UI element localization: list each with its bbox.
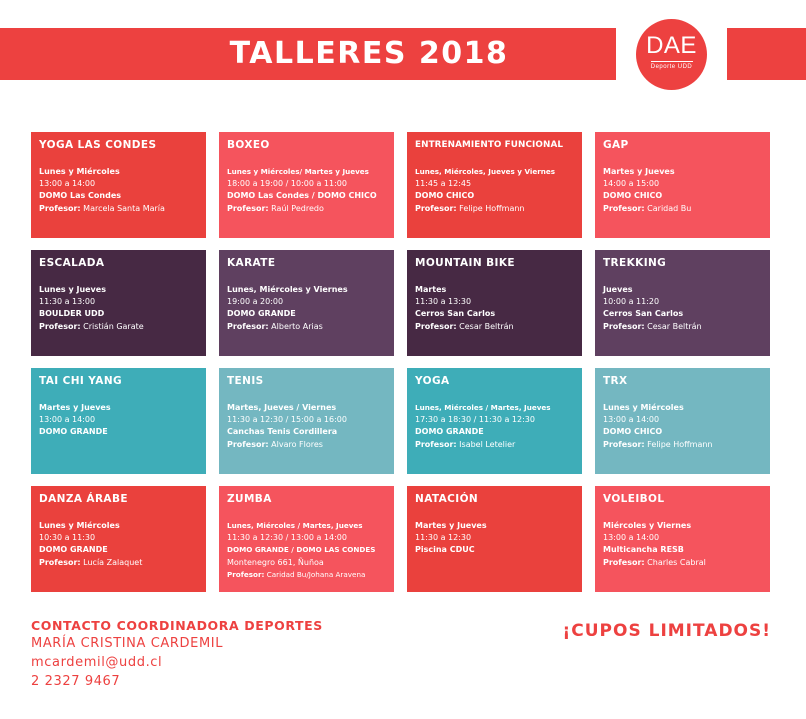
workshop-professor (603, 557, 762, 569)
workshop-time: 13:00 a 14:00 (603, 533, 660, 543)
workshop-place: DOMO Las Condes / DOMO CHICO (227, 191, 377, 201)
professor-name: Caridad Bu/Johana Aravena (266, 569, 366, 579)
professor-label: Profesor: (227, 321, 269, 331)
workshop-card-boxeo (219, 132, 394, 238)
workshop-professor (415, 321, 574, 333)
workshop-address: Montenegro 661, Ñuñoa (227, 557, 324, 567)
workshop-time: 10:30 a 11:30 (39, 533, 96, 543)
professor-name: Raúl Pedredo (271, 203, 324, 213)
workshop-time: 19:00 a 20:00 (227, 297, 284, 307)
workshop-professor (39, 321, 198, 333)
workshop-days: Martes, Jueves / Viernes (227, 403, 337, 412)
workshop-time: 10:00 a 11:20 (603, 297, 660, 307)
workshop-place: DOMO CHICO (603, 427, 663, 437)
workshop-days: Martes y Jueves (603, 167, 675, 176)
professor-label: Profesor: (39, 321, 81, 331)
workshop-time: 14:00 a 15:00 (603, 179, 660, 189)
workshop-place: Cerros San Carlos (415, 309, 496, 319)
workshop-days: Lunes, Miércoles / Martes, Jueves (415, 403, 551, 412)
contact-block (31, 618, 323, 691)
workshop-title: KARATE (227, 257, 276, 269)
workshop-place: BOULDER UDD (39, 309, 105, 319)
workshop-time: 13:00 a 14:00 (39, 415, 96, 425)
workshop-card-zumba (219, 486, 394, 592)
workshop-title: TREKKING (603, 257, 667, 269)
workshop-card-karate (219, 250, 394, 356)
professor-name: Felipe Hoffmann (647, 439, 713, 449)
workshop-time: 18:00 a 19:00 / 10:00 a 11:00 (227, 179, 347, 189)
workshop-card-danza-arabe (31, 486, 206, 592)
workshop-time: 13:00 a 14:00 (603, 415, 660, 425)
workshop-professor (227, 569, 386, 581)
contact-title: CONTACTO COORDINADORA DEPORTES (31, 618, 323, 633)
professor-name: Alvaro Flores (271, 439, 323, 449)
workshop-professor (39, 557, 198, 569)
workshop-title: YOGA (415, 375, 450, 387)
professor-label: Profesor: (415, 321, 457, 331)
workshop-title: TENIS (227, 375, 264, 387)
workshop-professor (603, 439, 762, 451)
workshop-place: DOMO GRANDE (415, 427, 484, 437)
workshop-time: 13:00 a 14:00 (39, 179, 96, 189)
workshop-card-voleibol (595, 486, 770, 592)
workshop-card-tenis (219, 368, 394, 474)
workshop-place: DOMO GRANDE (39, 427, 108, 437)
logo-text: DAE (646, 32, 697, 59)
workshop-time: 17:30 a 18:30 / 11:30 a 12:30 (415, 415, 535, 425)
workshop-place: DOMO CHICO (415, 191, 475, 201)
workshop-place: DOMO CHICO (603, 191, 663, 201)
professor-name: Alberto Arias (271, 321, 323, 331)
professor-name: Marcela Santa María (83, 203, 165, 213)
workshop-time: 11:30 a 12:30 (415, 533, 472, 543)
workshop-card-yoga (407, 368, 582, 474)
workshop-place: DOMO GRANDE (39, 545, 108, 555)
workshop-time: 11:30 a 13:00 (39, 297, 96, 307)
professor-label: Profesor: (227, 569, 265, 579)
professor-label: Profesor: (227, 203, 269, 213)
workshop-days: Martes y Jueves (39, 403, 111, 412)
professor-label: Profesor: (603, 439, 645, 449)
professor-name: Lucía Zalaquet (83, 557, 143, 567)
workshop-days: Jueves (603, 285, 633, 294)
workshop-title: ESCALADA (39, 257, 105, 269)
workshop-grid (31, 132, 770, 592)
page-title: TALLERES 2018 (229, 36, 509, 71)
workshop-days: Martes (415, 285, 447, 294)
workshop-place: DOMO GRANDE (227, 309, 296, 319)
workshop-professor (415, 439, 574, 451)
workshop-place: Piscina CDUC (415, 545, 475, 555)
workshop-days: Lunes y Miércoles (603, 403, 684, 412)
workshop-professor (415, 203, 574, 215)
professor-name: Charles Cabral (647, 557, 706, 567)
workshop-days: Lunes y Miércoles (39, 167, 120, 176)
workshop-place: DOMO GRANDE / DOMO LAS CONDES (227, 545, 376, 555)
workshop-card-tai-chi-yang (31, 368, 206, 474)
workshop-card-escalada (31, 250, 206, 356)
workshop-professor (603, 203, 762, 215)
professor-label: Profesor: (227, 439, 269, 449)
dae-logo (636, 19, 707, 90)
workshop-card-natacion (407, 486, 582, 592)
professor-label: Profesor: (603, 557, 645, 567)
workshop-time: 11:30 a 12:30 / 15:00 a 16:00 (227, 415, 347, 425)
workshop-card-entrenamiento-funcional (407, 132, 582, 238)
professor-name: Cesar Beltrán (647, 321, 702, 331)
professor-label: Profesor: (415, 439, 457, 449)
logo-divider (651, 61, 693, 62)
workshop-title: ZUMBA (227, 493, 272, 505)
workshop-card-trx (595, 368, 770, 474)
workshop-place: Canchas Tenis Cordillera (227, 427, 338, 437)
workshop-title: YOGA LAS CONDES (39, 139, 157, 151)
workshop-title: TRX (603, 375, 628, 387)
workshop-place: Multicancha RESB (603, 545, 684, 555)
contact-name: MARÍA CRISTINA CARDEMIL (31, 636, 224, 651)
workshop-professor (227, 203, 386, 215)
workshop-card-trekking (595, 250, 770, 356)
professor-label: Profesor: (39, 203, 81, 213)
contact-email[interactable]: mcardemil@udd.cl (31, 655, 163, 670)
workshop-professor (603, 321, 762, 333)
workshop-place: Cerros San Carlos (603, 309, 684, 319)
professor-name: Cesar Beltrán (459, 321, 514, 331)
professor-name: Felipe Hoffmann (459, 203, 525, 213)
workshop-days: Lunes, Miércoles y Viernes (227, 285, 348, 294)
workshop-time: 11:45 a 12:45 (415, 179, 472, 189)
workshop-time: 11:30 a 12:30 / 13:00 a 14:00 (227, 533, 347, 543)
workshop-professor (39, 203, 198, 215)
workshop-days: Lunes, Miércoles / Martes, Jueves (227, 521, 363, 530)
title-banner-right (727, 28, 806, 80)
professor-label: Profesor: (603, 203, 645, 213)
workshop-place: DOMO Las Condes (39, 191, 122, 201)
workshop-card-mountain-bike (407, 250, 582, 356)
workshop-days: Lunes y Miércoles (39, 521, 120, 530)
workshop-professor (227, 321, 386, 333)
limited-spots-notice: ¡CUPOS LIMITADOS! (562, 621, 771, 641)
workshop-title: BOXEO (227, 139, 270, 151)
workshop-title: NATACIÓN (415, 493, 479, 505)
professor-name: Isabel Letelier (459, 439, 516, 449)
professor-label: Profesor: (603, 321, 645, 331)
professor-name: Cristián Garate (83, 321, 144, 331)
workshop-time: 11:30 a 13:30 (415, 297, 472, 307)
workshop-title: VOLEIBOL (603, 493, 665, 505)
professor-label: Profesor: (415, 203, 457, 213)
workshop-title: DANZA ÁRABE (39, 493, 128, 505)
logo-subtext: Deporte UDD (650, 64, 693, 70)
contact-phone[interactable]: 2 2327 9467 (31, 674, 121, 689)
professor-name: Caridad Bu (647, 203, 692, 213)
workshop-days: Martes y Jueves (415, 521, 487, 530)
workshop-days: Lunes, Miércoles, Jueves y Viernes (415, 167, 556, 176)
workshop-days: Miércoles y Viernes (603, 521, 692, 530)
workshop-title: TAI CHI YANG (39, 375, 123, 387)
workshop-card-gap (595, 132, 770, 238)
professor-label: Profesor: (39, 557, 81, 567)
workshop-professor (227, 439, 386, 451)
workshop-card-yoga-las-condes (31, 132, 206, 238)
workshop-days: Lunes y Miércoles/ Martes y Jueves (227, 167, 369, 176)
workshop-title: MOUNTAIN BIKE (415, 257, 515, 269)
workshop-title: GAP (603, 139, 629, 151)
workshop-title: ENTRENAMIENTO FUNCIONAL (415, 140, 564, 150)
workshop-days: Lunes y Jueves (39, 285, 106, 294)
